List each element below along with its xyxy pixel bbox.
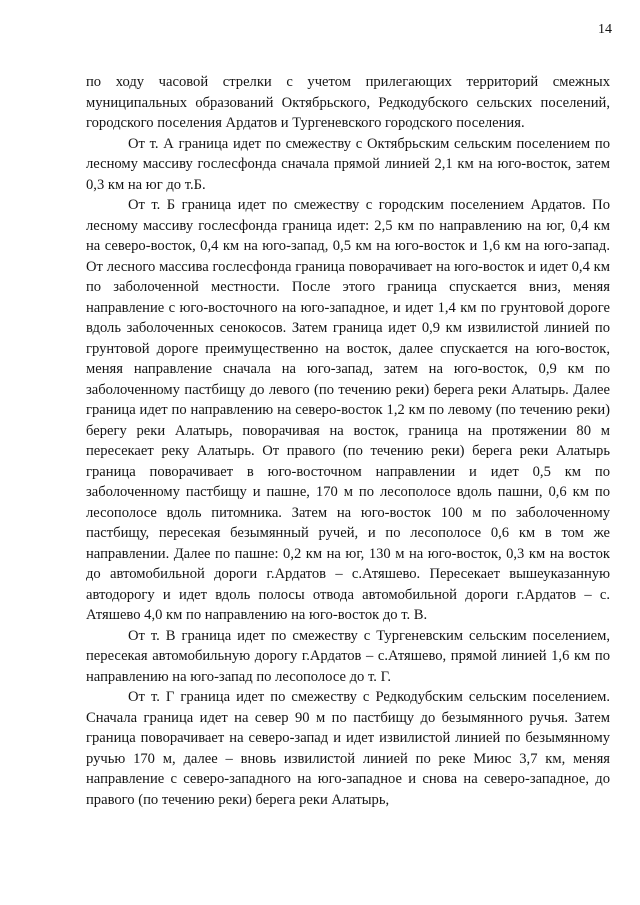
document-body	[86, 72, 610, 810]
paragraph-point-b: От т. Б граница идет по смежеству с городским поселением Ардатов. По лесному массиву гослесфонда граница идет: 2,5 км по направлению на юг, 0,4 км на северо-восток, 0,4 км на юго-запад, 0,5 км на юго-восток и 1,6 км на юго-запад. От лесного массива гослесфонда граница поворачивает на юго-восток и идет 0,4 км по заболоченной местности. После этого граница спускается вниз, меняя направление с юго-восточного на юго-западное, и идет 1,4 км по грунтовой дороге вдоль заболоченных сенокосов. Затем граница идет 0,9 км извилистой линией по грунтовой дороге преимущественно на восток, далее спускается на юго-восток, меняя направление сначала на юго-запад, затем на юго-восток, 0,9 км по заболоченному пастбищу до левого (по течению реки) берега реки Алатырь. Далее граница идет по направлению на северо-восток 1,2 км по левому (по течению реки) берегу реки Алатырь, поворачивая на восток, граница на протяжении 80 м пересекает реку Алатырь. От правого (по течению реки) берега реки Алатырь граница поворачивает в юго-восточном направлении и идет 0,5 км по заболоченному пастбищу и пашне, 170 м по лесополосе вдоль пашни, 0,6 км по лесополосе вдоль питомника. Затем на юго-восток 100 м по заболоченному пастбищу, пересекая безымянный ручей, и по лесополосе 0,6 км в том же направлении. Далее по пашне: 0,2 км на юг, 130 м на юго-восток, 0,3 км на восток до автомобильной дороги г.Ардатов – с.Атяшево. Пересекает вышеуказанную автодорогу и идет вдоль полосы отвода автомобильной дороги г.Ардатов – с. Атяшево 4,0 км по направлению на юго-восток до т. В.	[86, 197, 610, 623]
paragraph-point-g: От т. Г граница идет по смежеству с Редкодубским сельским поселением. Сначала граница идет на север 90 м по пастбищу до безымянного ручья. Затем граница поворачивает на северо-запад и идет извилистой линией по безымянному ручью 170 м, далее – вновь извилистой линией по реке Миюс 3,7 км, меняя направление с северо-западного на юго-западное и снова на северо-западное, до правого (по течению реки) берега реки Алатырь,	[86, 689, 610, 808]
paragraph-point-v: От т. В граница идет по смежеству с Тургеневским сельским поселением, пересекая автомобильную дорогу г.Ардатов – с.Атяшево, прямой линией 1,6 км по направлению на юго-запад по лесополосе до т. Г.	[86, 627, 610, 685]
page-number: 14	[598, 22, 612, 37]
paragraph-point-a: От т. А граница идет по смежеству с Октябрьским сельским поселением по лесному массиву гослесфонда сначала прямой линией 2,1 км на юго-восток, затем 0,3 км на юг до т.Б.	[86, 135, 610, 193]
paragraph-continuation: по ходу часовой стрелки с учетом прилегающих территорий смежных муниципальных образований Октябрьского, Редкодубского сельских поселений, городского поселения Ардатов и Тургеневского городского поселения.	[86, 74, 610, 131]
